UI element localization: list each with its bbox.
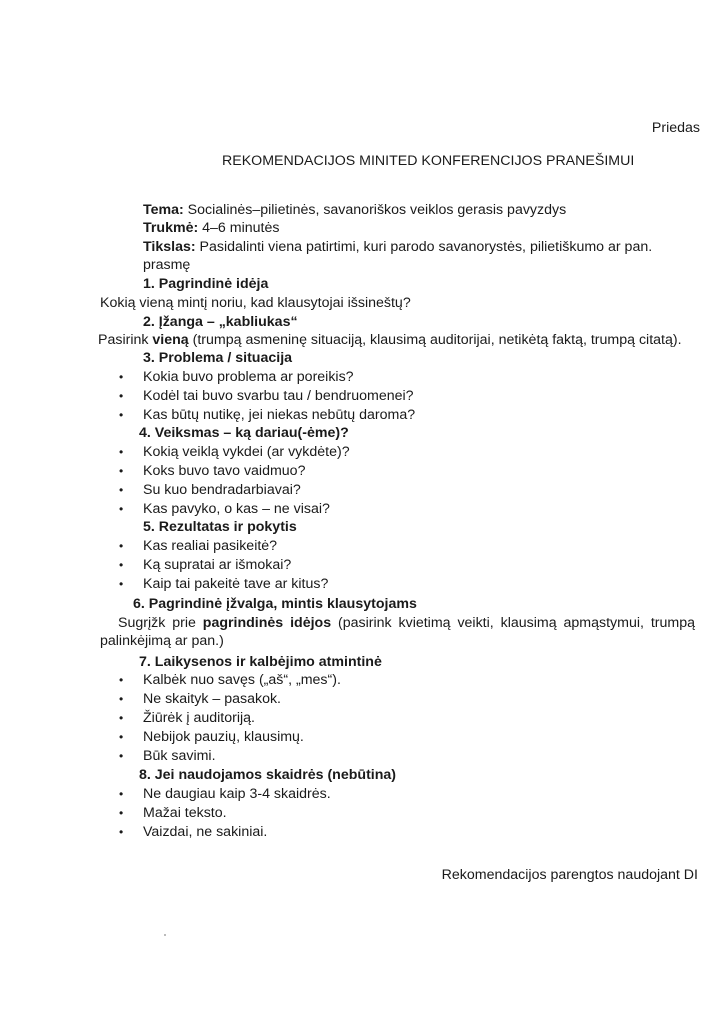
duration-value: 4–6 minutės: [198, 220, 280, 236]
bullet-icon: •: [119, 502, 124, 516]
goal-line-cont: prasmę: [143, 257, 191, 273]
list-item-text: Ne skaityk – pasakok.: [143, 691, 281, 707]
bullet-icon: •: [119, 806, 124, 820]
annex-label: Priedas: [651, 120, 700, 136]
footer-note: Rekomendacijos parengtos naudojant DI: [441, 867, 698, 883]
goal-value: Pasidalinti viena patirtimi, kuri parodo savanorystės, pilietiškumo ar pan.: [195, 239, 653, 255]
list-item: [119, 747, 216, 765]
section-2-heading: 2. Įžanga – „kabliukas“: [143, 314, 298, 330]
bullet-icon: •: [119, 539, 124, 553]
bullet-icon: •: [119, 445, 124, 459]
list-item: [119, 690, 281, 708]
list-item: [119, 500, 330, 518]
list-item: [119, 387, 414, 405]
bullet-icon: •: [119, 577, 124, 591]
list-item-text: Kodėl tai buvo svarbu tau / bendruomenei?: [143, 388, 414, 404]
list-item-text: Nebijok pauzių, klausimų.: [143, 729, 304, 745]
list-item: [119, 406, 415, 424]
section-7-heading: 7. Laikysenos ir kalbėjimo atmintinė: [139, 654, 382, 670]
section-1-text: Kokią vieną mintį noriu, kad klausytojai išsineštų?: [100, 295, 411, 311]
bullet-icon: •: [119, 464, 124, 478]
topic-line: [143, 201, 566, 219]
list-item-text: Ne daugiau kaip 3-4 skaidrės.: [143, 786, 331, 802]
section-5-heading: 5. Rezultatas ir pokytis: [143, 519, 297, 535]
bullet-icon: •: [119, 558, 124, 572]
bullet-icon: •: [119, 692, 124, 706]
list-item: [119, 537, 277, 555]
bullet-icon: •: [119, 408, 124, 422]
section-6-text-bold: pagrindinės idėjos: [202, 615, 332, 631]
list-item-text: Būk savimi.: [143, 748, 216, 764]
list-item-text: Kokia buvo problema ar poreikis?: [143, 369, 354, 385]
list-item: [119, 804, 227, 822]
section-2-text-bold: vieną: [152, 332, 189, 348]
list-item-text: Mažai teksto.: [143, 805, 227, 821]
bullet-icon: •: [119, 825, 124, 839]
section-6-text-pre: Sugrįžk prie: [118, 615, 203, 631]
list-item-text: Koks buvo tavo vaidmuo?: [143, 463, 306, 479]
list-item-text: Kalbėk nuo savęs („aš“, „mes“).: [143, 672, 341, 688]
bullet-icon: •: [119, 787, 124, 801]
list-item-text: Kas pavyko, o kas – ne visai?: [143, 501, 330, 517]
bullet-icon: •: [119, 711, 124, 725]
bullet-icon: •: [119, 483, 124, 497]
duration-line: [143, 219, 279, 237]
scan-artifact: [164, 934, 166, 936]
bullet-icon: •: [119, 730, 124, 744]
list-item: [119, 462, 305, 480]
bullet-icon: •: [119, 389, 124, 403]
section-2-text-pre: Pasirink: [98, 332, 153, 348]
list-item: [119, 368, 354, 386]
goal-label: Tikslas:: [143, 239, 196, 255]
document-title: REKOMENDACIJOS MINITED KONFERENCIJOS PRANEŠIMUI: [222, 153, 635, 169]
bullet-icon: •: [119, 673, 124, 687]
list-item-text: Ką supratai ar išmokai?: [143, 557, 292, 573]
list-item-text: Kokią veiklą vykdei (ar vykdėte)?: [143, 444, 350, 460]
section-2-text: [98, 331, 682, 349]
list-item-text: Kas būtų nutikę, jei niekas nebūtų daroma?: [143, 407, 416, 423]
list-item: [119, 785, 331, 803]
list-item-text: Su kuo bendradarbiavai?: [143, 482, 301, 498]
section-6-text-post: (pasirink kvietimą veikti, klausimą apmąstymui, trumpą palinkėjimą ar pan.): [100, 615, 695, 649]
list-item: [119, 728, 304, 746]
list-item-text: Žiūrėk į auditoriją.: [143, 710, 255, 726]
goal-line: [143, 238, 652, 256]
bullet-icon: •: [119, 370, 124, 384]
section-1-heading: 1. Pagrindinė idėja: [143, 276, 269, 292]
list-item-text: Kas realiai pasikeitė?: [143, 538, 278, 554]
bullet-icon: •: [119, 749, 124, 763]
list-item-text: Kaip tai pakeitė tave ar kitus?: [143, 576, 329, 592]
section-6-text: [100, 614, 695, 650]
list-item: [119, 575, 328, 593]
section-2-text-post: (trumpą asmeninę situaciją, klausimą auditorijai, netikėtą faktą, trumpą citatą).: [188, 332, 682, 348]
list-item: [119, 709, 255, 727]
list-item: [119, 671, 341, 689]
list-item-text: Vaizdai, ne sakiniai.: [143, 824, 268, 840]
section-3-heading: 3. Problema / situacija: [143, 350, 293, 366]
list-item: [119, 823, 267, 841]
section-4-heading: 4. Veiksmas – ką dariau(-ėme)?: [139, 425, 349, 441]
section-8-heading: 8. Jei naudojamos skaidrės (nebūtina): [139, 767, 397, 783]
topic-value: Socialinės–pilietinės, savanoriškos veiklos gerasis pavyzdys: [183, 202, 567, 218]
list-item: [119, 443, 350, 461]
list-item: [119, 556, 291, 574]
topic-label: Tema:: [143, 202, 184, 218]
duration-label: Trukmė:: [143, 220, 199, 236]
list-item: [119, 481, 301, 499]
section-6-heading: 6. Pagrindinė įžvalga, mintis klausytojams: [133, 596, 417, 612]
